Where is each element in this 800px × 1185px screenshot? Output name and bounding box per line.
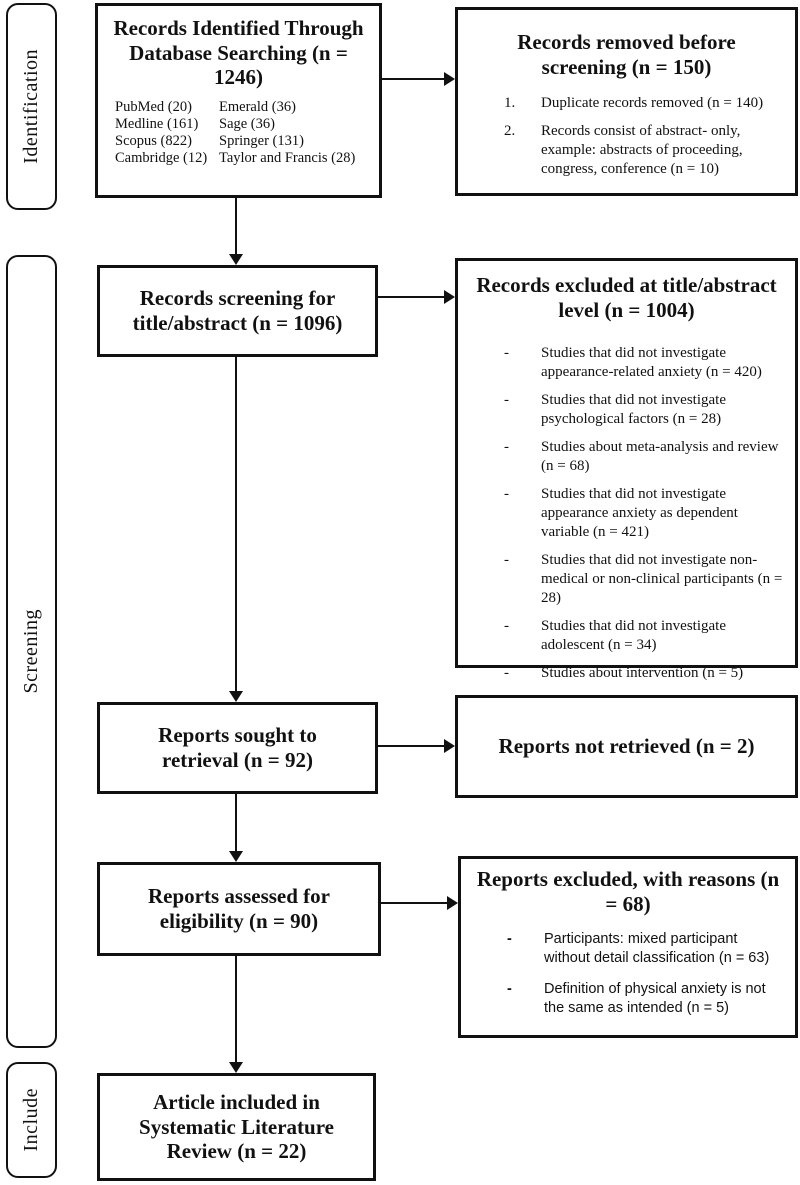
list-item-marker: 1.: [504, 95, 516, 112]
list-item-marker: -: [504, 618, 509, 635]
database-entry: PubMed (20): [115, 98, 192, 115]
list-item: [458, 391, 795, 429]
stage-identification: [6, 3, 57, 210]
list-item-text: Definition of physical anxiety is not the same as intended (n = 5): [544, 981, 766, 1017]
database-entry: Medline (161): [115, 115, 199, 132]
list-item-marker: -: [507, 981, 512, 998]
stage-screening-label: Screening: [20, 609, 42, 694]
box-reports-assessed-title: Reports assessed for eligibility (n = 90): [148, 884, 330, 933]
list-item: [458, 94, 795, 113]
box-reports-assessed: [97, 862, 381, 956]
list-item-marker: -: [504, 392, 509, 409]
box-records-screening: [97, 265, 378, 357]
database-entry: Cambridge (12): [115, 149, 208, 166]
list-item-text: Studies that did not investigate psychological factors (n = 28): [541, 392, 726, 428]
list-item: [458, 617, 795, 655]
list-item-text: Studies about intervention (n = 5): [541, 665, 744, 682]
list-item: [461, 980, 795, 1018]
box-records-identified: [95, 3, 382, 198]
box-article-included-title: Article included in Systematic Literature Review (n = 22): [139, 1090, 334, 1164]
box-reports-sought-title: Reports sought to retrieval (n = 92): [158, 723, 317, 772]
database-entry: Taylor and Francis (28): [219, 149, 356, 166]
database-entry: Sage (36): [219, 115, 275, 132]
list-item-text: Studies that did not investigate adolescent (n = 34): [541, 618, 726, 654]
box-reports-not-retrieved: [455, 695, 798, 798]
list-item: [458, 551, 795, 608]
box-records-excluded-title: Records excluded at title/abstract level (n = 1004): [476, 273, 777, 322]
list-item-marker: 2.: [504, 123, 516, 140]
database-entry: Emerald (36): [219, 98, 296, 115]
stage-screening: [6, 255, 57, 1048]
box-records-identified-title: Records Identified Through Database Searching (n = 1246): [113, 16, 364, 90]
database-counts-col1: [115, 99, 219, 167]
list-item-text: Studies that did not investigate appearance-related anxiety (n = 420): [541, 345, 762, 381]
box-records-screening-title: Records screening for title/abstract (n = 1096): [132, 286, 343, 335]
list-item-text: Duplicate records removed (n = 140): [541, 95, 764, 112]
list-item-text: Studies that did not investigate appearance anxiety as dependent variable (n = 421): [541, 486, 738, 541]
box-reports-not-retrieved-title: Reports not retrieved (n = 2): [498, 734, 755, 759]
list-item: [461, 930, 795, 968]
list-item-marker: -: [507, 931, 512, 948]
list-item-marker: -: [504, 665, 509, 682]
stage-include: [6, 1062, 57, 1178]
box-records-removed-title: Records removed before screening (n = 150): [517, 30, 736, 79]
list-item-text: Participants: mixed participant without detail classification (n = 63): [544, 931, 770, 967]
list-item-marker: -: [504, 486, 509, 503]
database-counts: [98, 90, 379, 167]
list-item-text: Studies that did not investigate non-medical or non-clinical participants (n = 28): [541, 552, 783, 607]
database-counts-col2: [219, 99, 355, 167]
reports-excluded-reasons-list: [461, 930, 795, 1018]
stage-identification-label: Identification: [20, 49, 42, 164]
records-removed-list: [458, 94, 795, 179]
box-reports-sought: [97, 702, 378, 794]
list-item-text: Records consist of abstract- only, example: abstracts of proceeding, congress, conference (n = 10): [541, 123, 743, 178]
records-excluded-list: [458, 344, 795, 683]
box-records-excluded: [455, 258, 798, 682]
box-reports-excluded-reasons-title: Reports excluded, with reasons (n = 68): [476, 867, 780, 916]
list-item: [458, 664, 795, 683]
list-item-marker: -: [504, 439, 509, 456]
list-item: [458, 485, 795, 542]
database-entry: Scopus (822): [115, 132, 192, 149]
stage-include-label: Include: [20, 1088, 42, 1152]
list-item-marker: -: [504, 345, 509, 362]
database-entry: Springer (131): [219, 132, 304, 149]
list-item-marker: -: [504, 552, 509, 569]
box-reports-excluded-reasons: [458, 856, 798, 1038]
box-article-included: [97, 1073, 376, 1181]
list-item-text: Studies about meta-analysis and review (n = 68): [541, 439, 779, 475]
list-item: [458, 122, 795, 179]
list-item: [458, 438, 795, 476]
list-item: [458, 344, 795, 382]
box-records-removed: [455, 7, 798, 196]
